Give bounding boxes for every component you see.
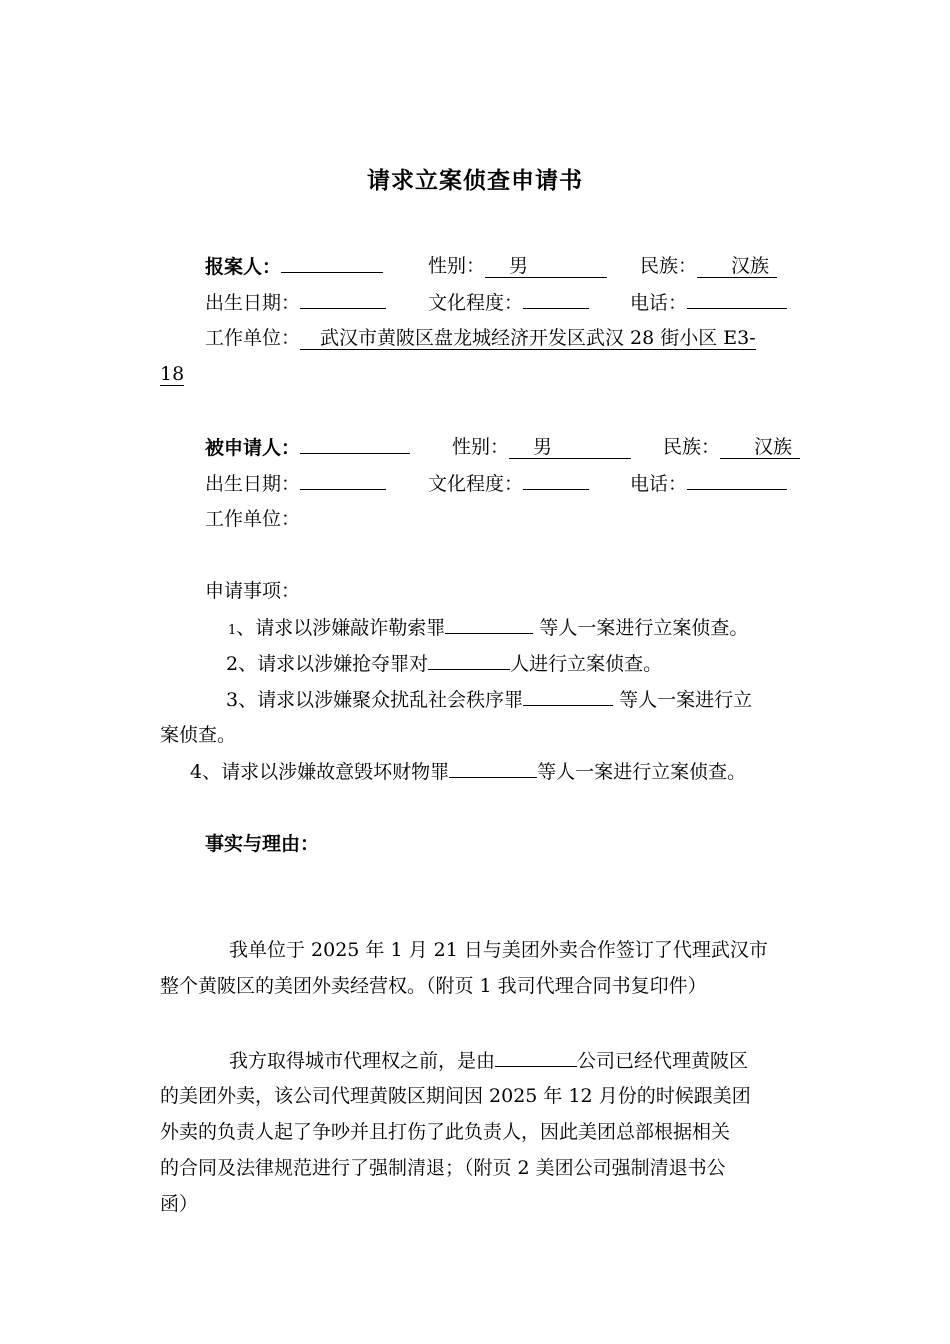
facts-p2-line5: 函） [160, 1193, 199, 1215]
facts-p2-line1-text: 我方取得城市代理权之前，是由 [229, 1050, 496, 1072]
request-item-4 [190, 757, 746, 786]
reporter-name-blank [281, 252, 383, 273]
reporter-education-label: 文化程度： [428, 292, 524, 314]
reporter-work-value-cont: 18 [160, 363, 185, 385]
reporter-gender-label: 性别： [428, 255, 486, 277]
facts-p1-line1: 我单位于 2025 年 1 月 21 日与美团外卖合作签订了代理武汉市 [229, 939, 768, 961]
respondent-birth-label: 出生日期： [205, 473, 301, 495]
reporter-work-value: 武汉市黄陂区盘龙城经济开发区武汉 28 街小区 E3- [320, 327, 756, 349]
facts-p2-line3: 外卖的负责人起了争吵并且打伤了此负责人，因此美团总部根据相关 [160, 1121, 731, 1143]
reporter-education-line [428, 288, 589, 317]
reporter-birth-label: 出生日期： [205, 292, 301, 314]
reporter-ethnicity-line [640, 252, 777, 280]
request-item-2-blank [428, 649, 510, 670]
respondent-name-blank [300, 433, 410, 454]
reporter-ethnicity-value: 汉族 [731, 255, 770, 277]
respondent-education-label: 文化程度： [428, 473, 524, 495]
reporter-phone-blank [687, 288, 787, 309]
reporter-work-line [205, 324, 756, 352]
reporter-birth-line [205, 288, 386, 317]
respondent-ethnicity-line [663, 433, 800, 461]
request-item-1-blank [445, 613, 533, 634]
respondent-gender-label: 性别： [452, 436, 510, 458]
respondent-phone-label: 电话： [630, 473, 688, 495]
request-item-3-cont: 案侦查。 [160, 724, 237, 746]
request-item-1 [228, 613, 748, 645]
request-item-4-text: 4、请求以涉嫌故意毁坏财物罪 [190, 761, 450, 783]
reporter-name-line [205, 252, 383, 281]
request-item-1-text-end: 等人一案进行立案侦查。 [533, 617, 749, 639]
facts-p1-line2: 整个黄陂区的美团外卖经营权。（附页 1 我司代理合同书复印件） [160, 975, 707, 997]
respondent-education-blank [523, 469, 589, 490]
respondent-work-label: 工作单位： [205, 508, 301, 530]
request-item-2-text: 2、请求以涉嫌抢夺罪对 [226, 653, 429, 675]
reporter-label: 报案人： [205, 256, 282, 278]
respondent-ethnicity-label: 民族： [663, 436, 721, 458]
request-item-3-text-end: 等人一案进行立 [613, 689, 753, 711]
respondent-birth-blank [300, 469, 386, 490]
reporter-gender-line [428, 252, 607, 280]
reporter-phone-label: 电话： [630, 292, 688, 314]
facts-p2-company-blank [495, 1046, 577, 1067]
reporter-phone-line [630, 288, 787, 317]
respondent-label: 被申请人： [205, 437, 301, 459]
request-item-3-text: 3、请求以涉嫌聚众扰乱社会秩序罪 [226, 689, 524, 711]
respondent-gender-value: 男 [533, 436, 553, 458]
facts-p2-line2: 的美团外卖，该公司代理黄陂区期间因 2025 年 12 月份的时候跟美团 [160, 1085, 751, 1107]
respondent-name-line [205, 433, 410, 462]
request-item-1-text: 、请求以涉嫌敲诈勒索罪 [236, 617, 446, 639]
request-item-4-blank [449, 757, 537, 778]
reporter-ethnicity-label: 民族： [640, 255, 698, 277]
reporter-birth-blank [300, 288, 386, 309]
request-item-1-number: 1 [228, 623, 237, 638]
respondent-education-line [428, 469, 589, 498]
reporter-work-label: 工作单位： [205, 327, 301, 349]
reporter-gender-value: 男 [509, 255, 529, 277]
request-item-2-text-end: 人进行立案侦查。 [510, 653, 663, 675]
facts-p2-line4: 的合同及法律规范进行了强制清退；（附页 2 美团公司强制清退书公 [160, 1157, 726, 1179]
respondent-phone-line [630, 469, 787, 498]
request-item-3-blank [523, 685, 613, 706]
reporter-education-blank [523, 288, 589, 309]
requests-heading: 申请事项： [205, 580, 301, 602]
facts-heading: 事实与理由： [205, 833, 320, 855]
respondent-birth-line [205, 469, 386, 498]
respondent-gender-line [452, 433, 631, 461]
respondent-work-line [205, 505, 300, 533]
facts-p2-line1-text-end: 公司已经代理黄陂区 [577, 1050, 749, 1072]
document-title: 请求立案侦查申请书 [367, 168, 583, 194]
respondent-phone-blank [687, 469, 787, 490]
request-item-2 [226, 649, 662, 678]
request-item-3 [226, 685, 752, 714]
reporter-work-line-cont [160, 360, 184, 388]
request-item-4-text-end: 等人一案进行立案侦查。 [537, 761, 747, 783]
respondent-ethnicity-value: 汉族 [754, 436, 793, 458]
facts-p2-line1 [229, 1046, 748, 1075]
